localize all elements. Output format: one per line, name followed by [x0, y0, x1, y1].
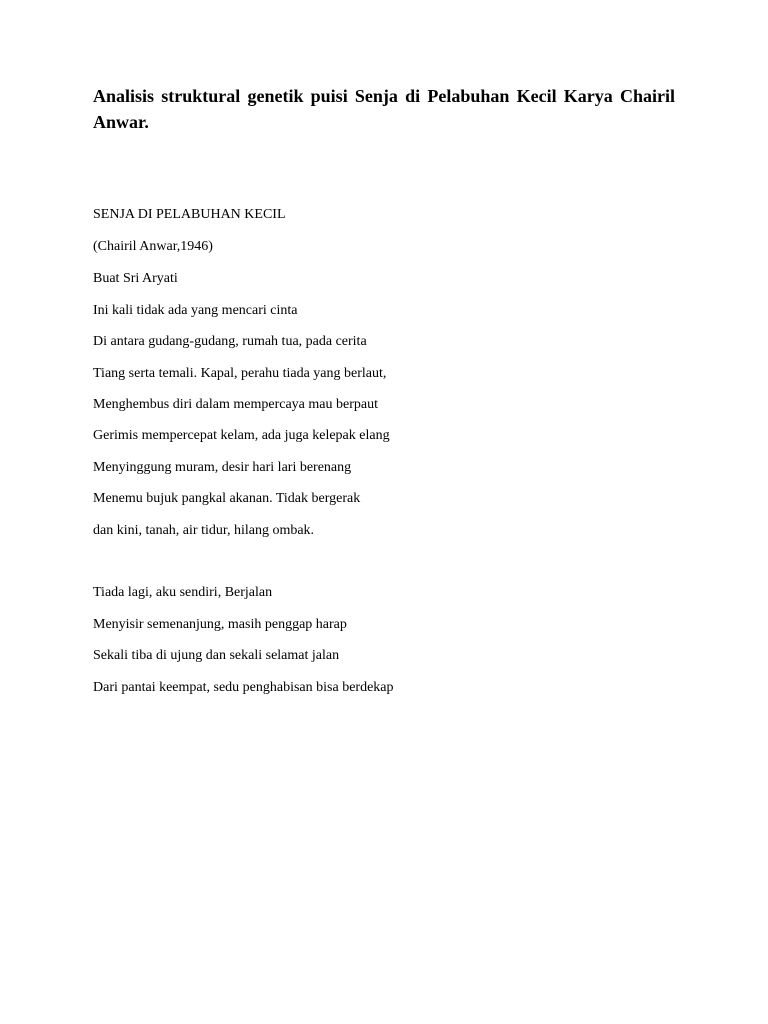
poem-line: dan kini, tanah, air tidur, hilang ombak. [93, 523, 315, 538]
poem-line: Menyisir semenanjung, masih penggap harap [93, 617, 347, 632]
poem-line: Tiang serta temali. Kapal, perahu tiada yang berlaut, [93, 366, 387, 381]
poem-line: Sekali tiba di ujung dan sekali selamat jalan [93, 648, 340, 663]
poem-line: Dari pantai keempat, sedu penghabisan bisa berdekap [93, 680, 394, 695]
poem-heading: SENJA DI PELABUHAN KECIL [93, 207, 286, 222]
poem-line: Tiada lagi, aku sendiri, Berjalan [93, 585, 273, 600]
document-title: Analisis struktural genetik puisi Senja di Pelabuhan Kecil Karya Chairil Anwar. [93, 86, 675, 132]
poem-line: Menyinggung muram, desir hari lari berenang [93, 460, 352, 475]
poem-line: Di antara gudang-gudang, rumah tua, pada cerita [93, 334, 367, 349]
poem-line: Ini kali tidak ada yang mencari cinta [93, 303, 298, 318]
poem-dedication: Buat Sri Aryati [93, 271, 178, 286]
poem-line: Menghembus diri dalam mempercaya mau berpaut [93, 397, 378, 412]
poem-line: Gerimis mempercepat kelam, ada juga kelepak elang [93, 428, 390, 443]
poem-line: Menemu bujuk pangkal akanan. Tidak bergerak [93, 491, 361, 506]
poem-author-line: (Chairil Anwar,1946) [93, 239, 213, 254]
